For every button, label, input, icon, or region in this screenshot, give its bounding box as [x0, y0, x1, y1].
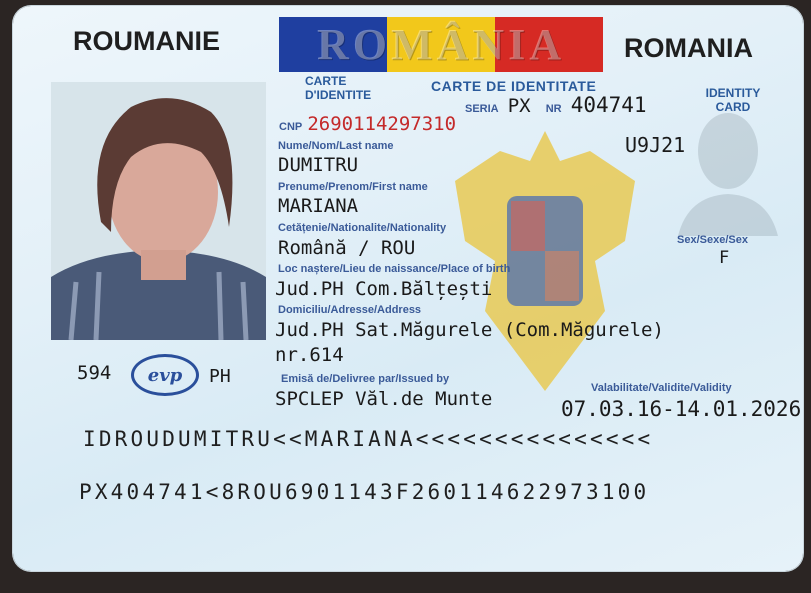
cnp-block [279, 113, 456, 135]
mrz-line-2: PX404741<8ROU6901143F260114622973100 [79, 480, 650, 504]
header-country-center: ROMÂNIA [317, 20, 565, 69]
address-line1: Jud.PH Sat.Măgurele (Com.Măgurele) [275, 319, 664, 341]
first-name: MARIANA [278, 195, 359, 217]
coat-of-arms [445, 121, 645, 396]
validity-label: Valabilitate/Validite/Validity [591, 382, 732, 394]
identity-card [13, 6, 803, 571]
county: PH [209, 366, 231, 387]
document-number: 404741 [570, 93, 647, 117]
ghost-portrait [678, 106, 778, 236]
number-label: NR [545, 103, 562, 115]
series-block [465, 93, 647, 117]
evp-logo-text: evp [147, 364, 183, 386]
header-country-right: ROMANIA [624, 33, 753, 63]
county-code-number: 594 [77, 362, 112, 384]
doc-title-fr-1: CARTE D'IDENTITE [305, 74, 372, 102]
cnp-value-part1: 2690114 [307, 113, 388, 135]
validity: 07.03.16-14.01.2026 [561, 397, 802, 421]
address-line2: nr.614 [275, 344, 344, 366]
sex-label: Sex/Sexe/Sex [677, 234, 748, 246]
series-label: SERIA [465, 103, 499, 115]
address-label: Domiciliu/Adresse/Address [278, 304, 422, 316]
doc-title-en: IDENTITY CARD [705, 86, 761, 114]
birthplace: Jud.PH Com.Bălțești [275, 278, 493, 300]
mrz-line-1: IDROUDUMITRU<<MARIANA<<<<<<<<<<<<<<< [83, 427, 654, 451]
issued-by-label: Emisă de/Delivree par/Issued by [281, 373, 450, 385]
portrait-photo [51, 82, 266, 340]
doc-title-ro: CARTE DE IDENTITATE [431, 78, 597, 94]
issued-by: SPCLEP Văl.de Munte [275, 388, 493, 410]
first-name-label: Prenume/Prenom/First name [278, 181, 428, 193]
header-country-left: ROUMANIE [73, 26, 220, 56]
sex: F [719, 248, 730, 268]
last-name: DUMITRU [278, 154, 359, 176]
cnp-label: CNP [279, 121, 303, 133]
nationality: Română / ROU [278, 237, 416, 259]
series-value: PX [507, 95, 531, 117]
cnp-value-part2: 297310 [387, 113, 457, 135]
last-name-label: Nume/Nom/Last name [278, 140, 394, 152]
evp-logo [131, 354, 199, 396]
document-code: U9J21 [625, 133, 686, 157]
nationality-label: Cetățenie/Nationalite/Nationality [278, 222, 447, 234]
birthplace-label: Loc naștere/Lieu de naissance/Place of birth [278, 263, 511, 275]
